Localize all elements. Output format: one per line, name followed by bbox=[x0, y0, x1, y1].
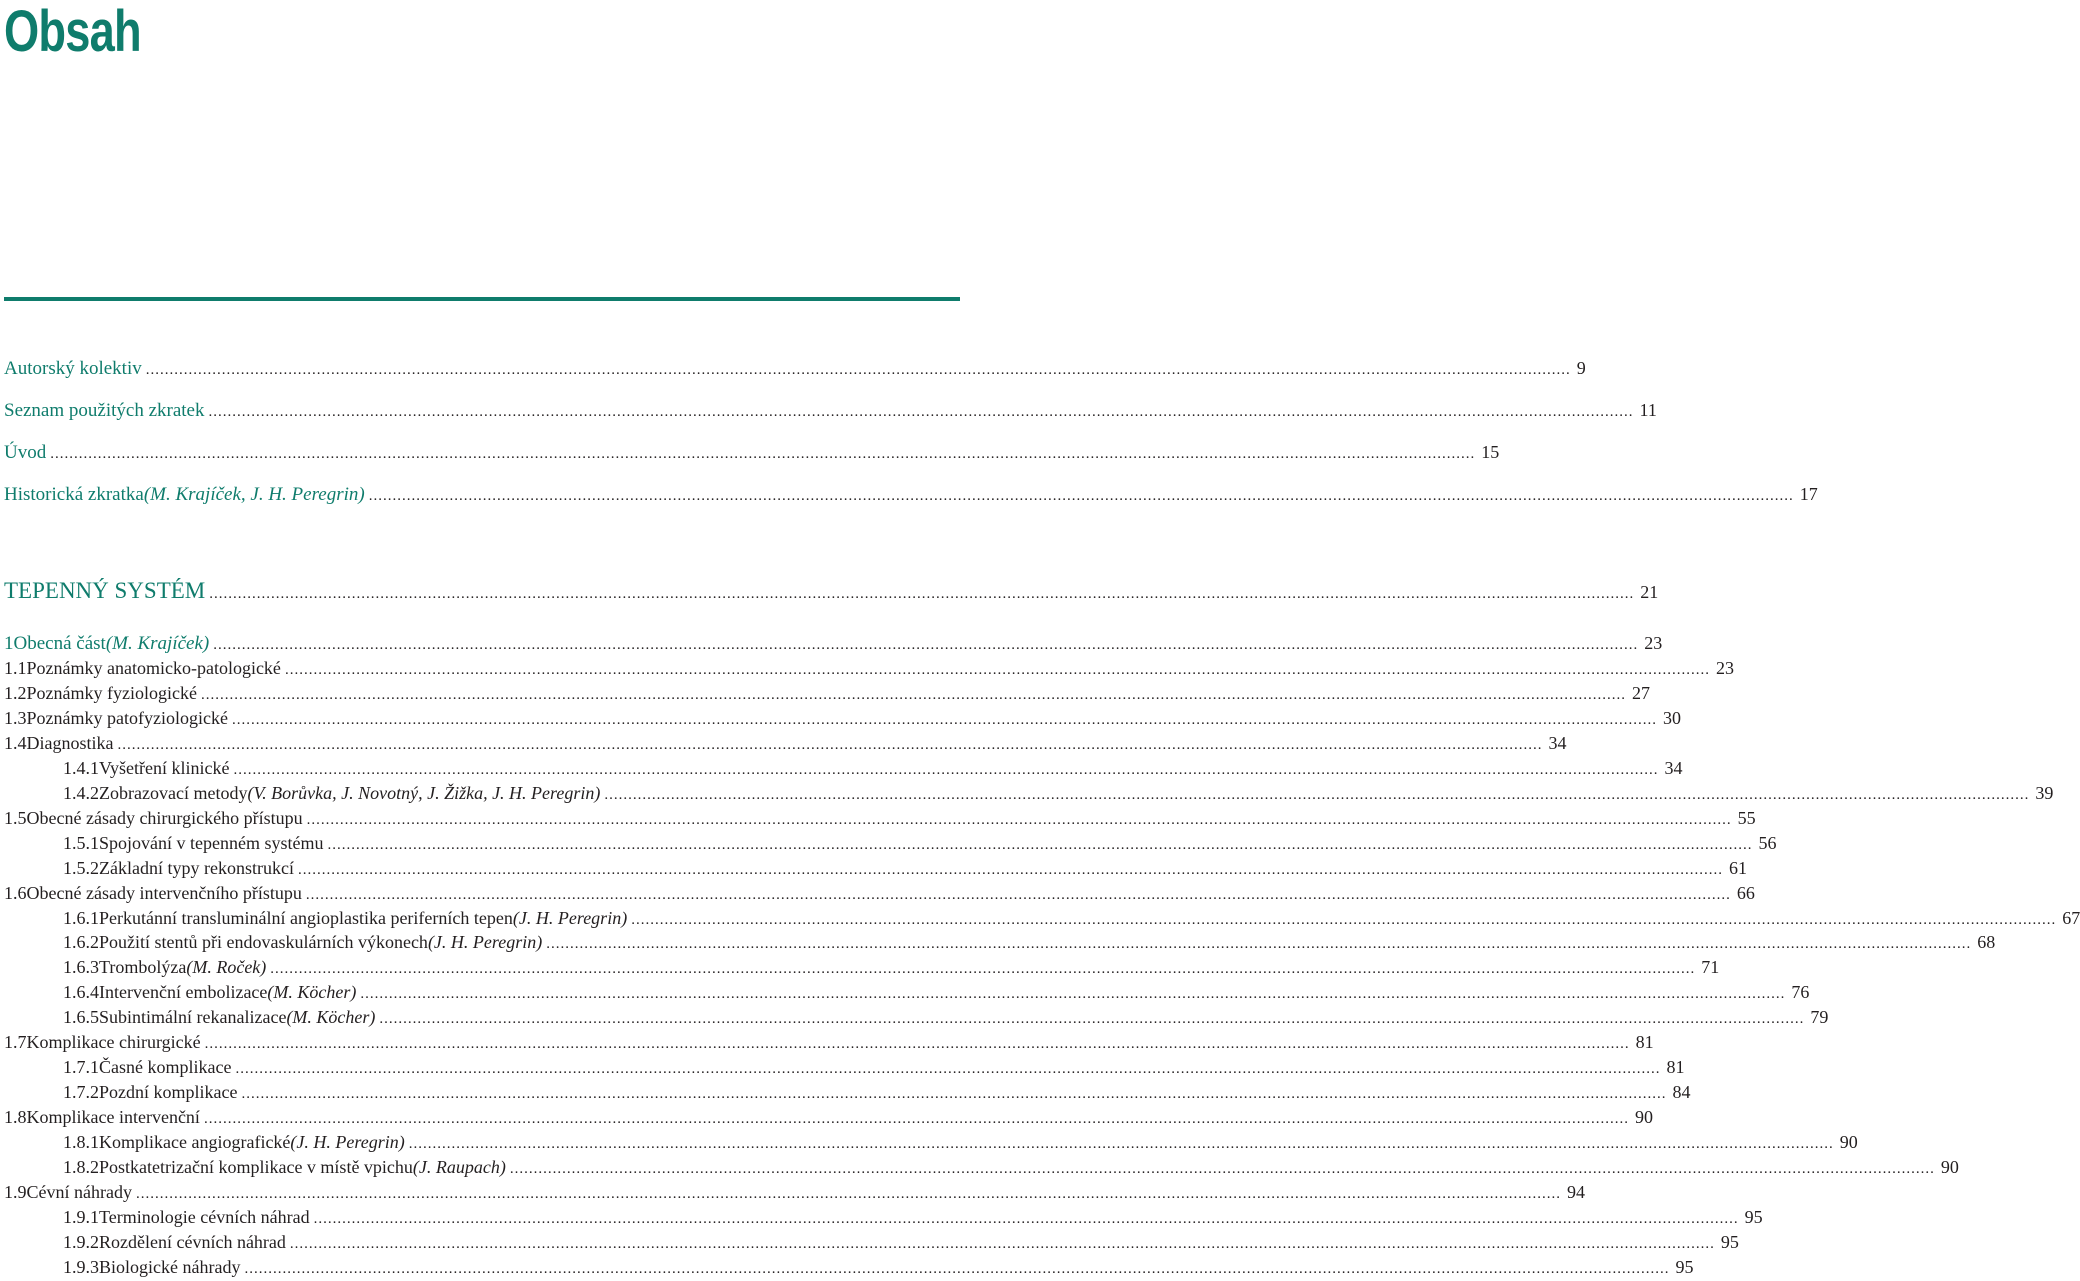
toc-page-number: 39 bbox=[2035, 783, 2054, 803]
dot-leader: ............................................................................................................................................................................................................................................................................................................ bbox=[289, 1236, 1715, 1252]
toc-page-number: 95 bbox=[1720, 1232, 1739, 1252]
dot-leader: ............................................................................................................................................................................................................................................................................................................ bbox=[208, 404, 1634, 420]
entry-number: 1.9.2 bbox=[63, 1232, 99, 1252]
dot-leader: ............................................................................................................................................................................................................................................................................................................ bbox=[241, 1086, 1667, 1102]
toc-page-number: 90 bbox=[1839, 1132, 1858, 1152]
entry-number: 1.4.1 bbox=[63, 758, 99, 778]
entry-number: 1.9 bbox=[4, 1182, 27, 1202]
entry-title: Základní typy rekonstrukcí bbox=[99, 858, 294, 878]
dot-leader: ............................................................................................................................................................................................................................................................................................................ bbox=[209, 586, 1635, 602]
dot-leader: ............................................................................................................................................................................................................................................................................................................ bbox=[204, 1036, 1630, 1052]
toc-front-entry[interactable] bbox=[4, 398, 1657, 422]
toc-page-number: 81 bbox=[1666, 1057, 1685, 1077]
toc-entry[interactable] bbox=[4, 955, 1720, 979]
toc-entry[interactable] bbox=[4, 831, 1777, 855]
dot-leader: ............................................................................................................................................................................................................................................................................................................ bbox=[305, 887, 1731, 903]
toc-entry[interactable] bbox=[4, 656, 1734, 680]
toc-entry-title: Historická zkratka bbox=[4, 484, 144, 505]
dot-leader: ............................................................................................................................................................................................................................................................................................................ bbox=[408, 1136, 1834, 1152]
dot-leader: ............................................................................................................................................................................................................................................................................................................ bbox=[135, 1186, 1561, 1202]
toc-page-number: 95 bbox=[1744, 1207, 1763, 1227]
entry-title: Komplikace intervenční bbox=[26, 1107, 200, 1127]
entry-number: 1.6.5 bbox=[63, 1007, 99, 1027]
dot-leader: ............................................................................................................................................................................................................................................................................................................ bbox=[604, 787, 2030, 803]
toc-page-number: 23 bbox=[1715, 658, 1734, 678]
dot-leader: ............................................................................................................................................................................................................................................................................................................ bbox=[117, 737, 1543, 753]
toc-entry-title: Autorský kolektiv bbox=[4, 358, 142, 379]
entry-title: Poznámky fyziologické bbox=[26, 683, 197, 703]
entry-number: 1.6 bbox=[4, 883, 27, 903]
toc-page-number: 81 bbox=[1635, 1032, 1654, 1052]
entry-title: Obecné zásady chirurgického přístupu bbox=[26, 808, 303, 828]
toc-entry[interactable] bbox=[4, 756, 1683, 780]
dot-leader: ............................................................................................................................................................................................................................................................................................................ bbox=[368, 488, 1794, 504]
entry-number: 1.9.3 bbox=[63, 1257, 99, 1277]
chapter-title: Obecná část bbox=[13, 633, 106, 654]
entry-number: 1.3 bbox=[4, 708, 27, 728]
dot-leader: ............................................................................................................................................................................................................................................................................................................ bbox=[270, 961, 1696, 977]
entry-number: 1.7.2 bbox=[63, 1082, 99, 1102]
entry-title: Subintimální rekanalizace bbox=[99, 1007, 287, 1027]
toc-page-number: 27 bbox=[1631, 683, 1650, 703]
entry-number: 1.8.1 bbox=[63, 1132, 99, 1152]
entry-author: (M. Roček) bbox=[186, 957, 267, 977]
toc-page-number: 55 bbox=[1737, 808, 1756, 828]
entry-number: 1.5.1 bbox=[63, 833, 99, 853]
entry-number: 1.9.1 bbox=[63, 1207, 99, 1227]
dot-leader: ............................................................................................................................................................................................................................................................................................................ bbox=[509, 1161, 1935, 1177]
toc-entry[interactable] bbox=[4, 980, 1810, 1004]
toc-entry[interactable] bbox=[4, 1005, 1829, 1029]
entry-number: 1.6.3 bbox=[63, 957, 99, 977]
entry-title: Komplikace angiografické bbox=[99, 1132, 291, 1152]
entry-author: (J. H. Peregrin) bbox=[427, 932, 543, 952]
entry-title: Poznámky anatomicko-patologické bbox=[26, 658, 281, 678]
toc-entry[interactable] bbox=[4, 906, 2080, 930]
toc-page-number: 23 bbox=[1644, 633, 1663, 653]
entry-number: 1.2 bbox=[4, 683, 27, 703]
title-divider bbox=[4, 297, 960, 301]
toc-page-number: 76 bbox=[1791, 982, 1810, 1002]
toc-entry[interactable] bbox=[4, 806, 1756, 830]
entry-title: Terminologie cévních náhrad bbox=[99, 1207, 310, 1227]
toc-chapter-entry[interactable] bbox=[4, 631, 1663, 655]
page-title: Obsah bbox=[4, 0, 141, 64]
dot-leader: ............................................................................................................................................................................................................................................................................................................ bbox=[200, 687, 1626, 703]
toc-entry[interactable] bbox=[4, 681, 1650, 705]
toc-page-number: 34 bbox=[1664, 758, 1683, 778]
toc-entry-title: Úvod bbox=[4, 442, 47, 463]
toc-page-number: 9 bbox=[1576, 358, 1586, 378]
toc-page-number: 56 bbox=[1758, 833, 1777, 853]
dot-leader: ............................................................................................................................................................................................................................................................................................................ bbox=[327, 837, 1753, 853]
entry-author: (J. H. Peregrin) bbox=[290, 1132, 405, 1152]
toc-page-number: 11 bbox=[1639, 400, 1657, 420]
dot-leader: ............................................................................................................................................................................................................................................................................................................ bbox=[213, 637, 1639, 653]
section-title: TEPENNÝ SYSTÉM bbox=[4, 578, 206, 603]
dot-leader: ............................................................................................................................................................................................................................................................................................................ bbox=[546, 936, 1972, 952]
toc-page-number: 90 bbox=[1940, 1157, 1959, 1177]
entry-title: Biologické náhrady bbox=[99, 1257, 241, 1277]
toc-entry[interactable] bbox=[4, 781, 2054, 805]
toc-page-number: 17 bbox=[1799, 484, 1818, 504]
toc-entry[interactable] bbox=[4, 1105, 1653, 1129]
toc-entry[interactable] bbox=[4, 1180, 1585, 1204]
toc-entry[interactable] bbox=[4, 930, 1996, 954]
entry-number: 1.8 bbox=[4, 1107, 27, 1127]
entry-number: 1.5 bbox=[4, 808, 27, 828]
entry-author: (V. Borůvka, J. Novotný, J. Žižka, J. H. Peregrin) bbox=[247, 783, 601, 803]
toc-entry[interactable] bbox=[4, 1205, 1763, 1229]
entry-title: Diagnostika bbox=[26, 733, 114, 753]
entry-number: 1.1 bbox=[4, 658, 27, 678]
dot-leader: ............................................................................................................................................................................................................................................................................................................ bbox=[297, 862, 1723, 878]
toc-page-number: 79 bbox=[1810, 1007, 1829, 1027]
toc-entry[interactable] bbox=[4, 881, 1755, 905]
toc-entry[interactable] bbox=[4, 1030, 1654, 1054]
toc-page-number: 90 bbox=[1634, 1107, 1653, 1127]
toc-entry[interactable] bbox=[4, 1080, 1691, 1104]
dot-leader: ............................................................................................................................................................................................................................................................................................................ bbox=[284, 662, 1710, 678]
entry-number: 1.8.2 bbox=[63, 1157, 99, 1177]
entry-title: Rozdělení cévních náhrad bbox=[99, 1232, 286, 1252]
entry-title: Obecné zásady intervenčního přístupu bbox=[26, 883, 302, 903]
entry-number: 1.7.1 bbox=[63, 1057, 99, 1077]
dot-leader: ............................................................................................................................................................................................................................................................................................................ bbox=[360, 986, 1786, 1002]
entry-title: Cévní náhrady bbox=[26, 1182, 132, 1202]
toc-page-number: 61 bbox=[1728, 858, 1747, 878]
toc-entry-author: (M. Krajíček, J. H. Peregrin) bbox=[143, 484, 365, 505]
entry-author: (J. H. Peregrin) bbox=[512, 908, 628, 928]
toc-page-number: 68 bbox=[1977, 932, 1996, 952]
entry-title: Vyšetření klinické bbox=[99, 758, 230, 778]
entry-title: Poznámky patofyziologické bbox=[26, 708, 228, 728]
toc-entry[interactable] bbox=[4, 1155, 1959, 1179]
toc-page-number: 67 bbox=[2062, 908, 2080, 928]
toc-entry-title: Seznam použitých zkratek bbox=[4, 400, 205, 421]
toc-front-entry[interactable] bbox=[4, 482, 1818, 506]
entry-number: 1.4.2 bbox=[63, 783, 99, 803]
entry-number: 1.7 bbox=[4, 1032, 27, 1052]
dot-leader: ............................................................................................................................................................................................................................................................................................................ bbox=[233, 762, 1659, 778]
entry-title: Pozdní komplikace bbox=[99, 1082, 238, 1102]
entry-author: (M. Köcher) bbox=[286, 1007, 376, 1027]
chapter-author: (M. Krajíček) bbox=[105, 633, 210, 654]
dot-leader: ............................................................................................................................................................................................................................................................................................................ bbox=[145, 362, 1571, 378]
entry-title: Postkatetrizační komplikace v místě vpichu bbox=[99, 1157, 413, 1177]
toc-entry[interactable] bbox=[4, 731, 1567, 755]
toc-page-number: 34 bbox=[1548, 733, 1567, 753]
entry-number: 1.5.2 bbox=[63, 858, 99, 878]
toc-page-number: 30 bbox=[1662, 708, 1681, 728]
toc-section-heading[interactable] bbox=[4, 578, 1659, 603]
entry-number: 1.6.1 bbox=[63, 908, 99, 928]
toc-entry[interactable] bbox=[4, 1130, 1858, 1154]
dot-leader: ............................................................................................................................................................................................................................................................................................................ bbox=[231, 712, 1657, 728]
toc-entry[interactable] bbox=[4, 856, 1747, 880]
entry-title: Použití stentů při endovaskulárních výkonech bbox=[99, 932, 428, 952]
toc-entry[interactable] bbox=[4, 1055, 1685, 1079]
entry-title: Perkutánní transluminální angioplastika periferních tepen bbox=[99, 908, 513, 928]
entry-title: Spojování v tepenném systému bbox=[99, 833, 324, 853]
entry-number: 1.6.4 bbox=[63, 982, 99, 1002]
entry-title: Časné komplikace bbox=[99, 1057, 232, 1077]
entry-title: Intervenční embolizace bbox=[99, 982, 268, 1002]
entry-author: (J. Raupach) bbox=[412, 1157, 506, 1177]
toc-entry[interactable] bbox=[4, 1255, 1694, 1279]
toc-page-number: 84 bbox=[1672, 1082, 1691, 1102]
toc-page-number: 94 bbox=[1566, 1182, 1585, 1202]
toc-page-number: 15 bbox=[1481, 442, 1500, 462]
toc-entry[interactable] bbox=[4, 706, 1681, 730]
dot-leader: ............................................................................................................................................................................................................................................................................................................ bbox=[235, 1061, 1661, 1077]
dot-leader: ............................................................................................................................................................................................................................................................................................................ bbox=[379, 1011, 1805, 1027]
toc-page-number: 21 bbox=[1640, 582, 1659, 602]
entry-number: 1.6.2 bbox=[63, 932, 99, 952]
dot-leader: ............................................................................................................................................................................................................................................................................................................ bbox=[631, 912, 2057, 928]
dot-leader: ............................................................................................................................................................................................................................................................................................................ bbox=[50, 446, 1476, 462]
entry-author: (M. Köcher) bbox=[267, 982, 357, 1002]
toc-front-entry[interactable] bbox=[4, 356, 1586, 380]
toc-page-number: 71 bbox=[1701, 957, 1720, 977]
entry-title: Zobrazovací metody bbox=[99, 783, 248, 803]
toc-entry[interactable] bbox=[4, 1230, 1739, 1254]
dot-leader: ............................................................................................................................................................................................................................................................................................................ bbox=[244, 1261, 1670, 1277]
dot-leader: ............................................................................................................................................................................................................................................................................................................ bbox=[313, 1211, 1739, 1227]
entry-title: Trombolýza bbox=[99, 957, 187, 977]
entry-title: Komplikace chirurgické bbox=[26, 1032, 201, 1052]
chapter-number: 1 bbox=[4, 633, 14, 654]
toc-page-number: 66 bbox=[1736, 883, 1755, 903]
entry-number: 1.4 bbox=[4, 733, 27, 753]
dot-leader: ............................................................................................................................................................................................................................................................................................................ bbox=[203, 1111, 1629, 1127]
dot-leader: ............................................................................................................................................................................................................................................................................................................ bbox=[306, 812, 1732, 828]
toc-front-entry[interactable] bbox=[4, 440, 1500, 464]
toc-page-number: 95 bbox=[1675, 1257, 1694, 1277]
